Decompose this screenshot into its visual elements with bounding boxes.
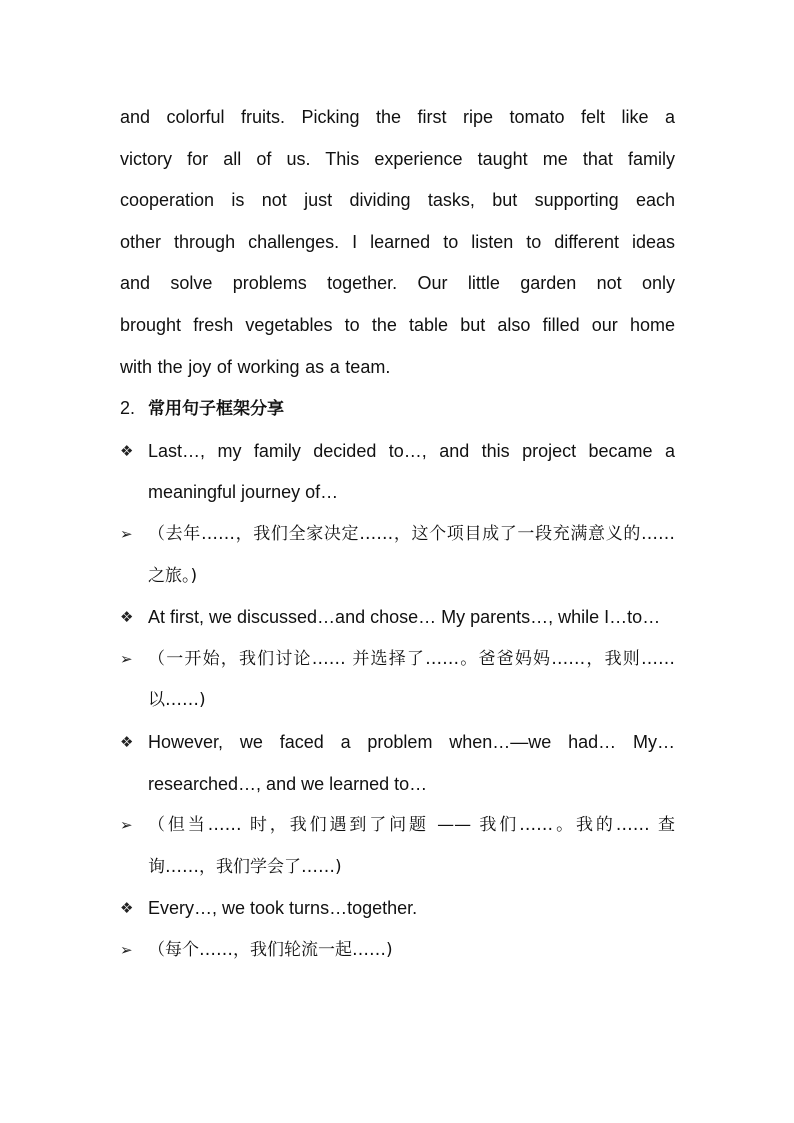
intro-line: cooperation is not just dividing tasks, but supporting each: [120, 190, 675, 211]
sentence-frame-en: At first, we discussed…and chose… My parents…, while I…to…: [148, 607, 661, 628]
list-item: [120, 930, 675, 972]
arrow-bullet-icon: ➢: [120, 940, 133, 959]
sentence-frame-en: Last…, my family decided to…, and this project became a meaningful journey of…: [148, 440, 675, 503]
intro-line: and colorful fruits. Picking the first ripe tomato felt like a: [120, 107, 675, 127]
section-number: 2.: [120, 398, 136, 419]
sentence-frame-cn: （一开始，我们讨论…… 并选择了……。爸爸妈妈……，我则……以……): [148, 648, 675, 711]
diamond-bullet-icon: ❖: [120, 608, 134, 627]
diamond-bullet-icon: ❖: [120, 441, 134, 460]
list-item: [120, 597, 675, 639]
sentence-frame-cn: （每个……，我们轮流一起……): [148, 939, 393, 960]
arrow-bullet-icon: ➢: [120, 524, 133, 543]
intro-line: and solve problems together. Our little garden not only: [120, 273, 675, 294]
intro-line: other through challenges. I learned to listen to different ideas: [120, 231, 675, 252]
sentence-frame-cn: （去年……，我们全家决定……，这个项目成了一段充满意义的…… 之旅。): [148, 523, 675, 586]
page-content: [120, 97, 675, 971]
sentence-frame-cn: （但当…… 时，我们遇到了问题 —— 我们……。我的…… 查询……，我们学会了……): [148, 815, 675, 877]
list-item: [120, 514, 675, 597]
intro-line: victory for all of us. This experience taught me that family: [120, 148, 675, 169]
section-heading: [120, 388, 675, 431]
list-item: [120, 888, 675, 930]
arrow-bullet-icon: ➢: [120, 816, 133, 835]
arrow-bullet-icon: ➢: [120, 649, 133, 668]
intro-line: with the joy of working as a team.: [120, 356, 391, 377]
list-item: [120, 431, 675, 514]
diamond-bullet-icon: ❖: [120, 899, 134, 918]
list-item: [120, 722, 675, 805]
sentence-frame-en: However, we faced a problem when…—we had… My…researched…, and we learned to…: [148, 731, 675, 794]
intro-line: brought fresh vegetables to the table but also filled our home: [120, 314, 675, 335]
list-item: [120, 805, 675, 888]
sentence-frame-en: Every…, we took turns…together.: [148, 898, 418, 919]
list-item: [120, 639, 675, 722]
section-title: 常用句子框架分享: [148, 399, 284, 420]
diamond-bullet-icon: ❖: [120, 732, 134, 751]
